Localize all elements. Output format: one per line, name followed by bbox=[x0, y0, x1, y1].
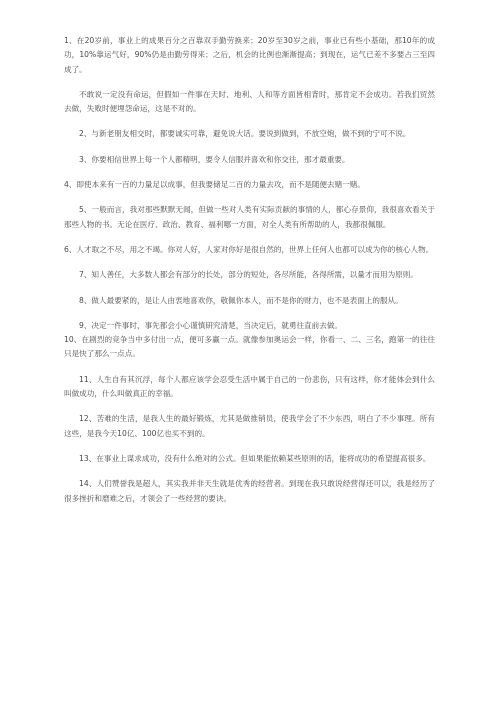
paragraph-14: 14、人们赞誉我是超人，其实我并非天生就是优秀的经营者。到现在我只敢说经营得还可以，我是经历了很多挫折和磨难之后，才领会了一些经营的要诀。 bbox=[64, 479, 435, 503]
document-body bbox=[64, 34, 435, 517]
paragraph-12: 12、苦难的生活，是我人生的最好锻炼，尤其是做推销员，使我学会了不少东西，明白了不少事理。所有这些，是我今天10亿、100亿也买不到的。 bbox=[64, 414, 435, 438]
paragraph-10: 10、在剧烈的竞争当中多付出一点，便可多赢一点。就像参加奥运会一样，你看一、二、三名，跑第一的往往只是快了那么一点点。 bbox=[64, 335, 435, 359]
paragraph-2: 2、与新老朋友相交时，都要诚实可靠，避免说大话。要说到做到，不放空炮，做不到的宁可不说。 bbox=[79, 129, 411, 139]
paragraph-1-continued: 不敢说一定没有命运，但假如一件事在天时、地利、人和等方面皆相背时，那肯定不会成功。若我们贸然去做，失败时便埋怨命运，这是不对的。 bbox=[64, 89, 435, 114]
paragraph-9: 9、决定一件事时，事先都会小心谨慎研究清楚，当决定后，就勇往直前去做。 bbox=[79, 320, 343, 330]
paragraph-4: 4、即使本来有一百的力量足以成事，但我要储足二百的力量去攻，而不是随便去赌一赌。 bbox=[64, 180, 365, 190]
paragraph-5: 5、一般而言，我对那些默默无闻，但做一些对人类有实际贡献的事情的人，都心存景仰，我很喜欢看关于那些人物的书。无论在医疗、政治、教育、福利哪一方面，对全人类有所帮助的人，我都很佩服。 bbox=[64, 205, 435, 229]
paragraph-8: 8、做人最要紧的，是让人由衷地喜欢你，敬佩你本人，而不是你的财力，也不是表面上的服从。 bbox=[79, 295, 403, 305]
paragraph-3: 3、你要相信世界上每一个人都精明，要令人信服并喜欢和你交往，那才最重要。 bbox=[79, 154, 350, 164]
paragraph-6: 6、人才取之不尽，用之不竭。你对人好，人家对你好是很自然的，世界上任何人也都可以成为你的核心人物。 bbox=[64, 244, 434, 254]
paragraph-13: 13、在事业上谋求成功，没有什么绝对的公式。但如果能依赖某些原则的话，能将成功的希望提高很多。 bbox=[79, 453, 431, 463]
paragraph-11: 11、人生自有其沉浮，每个人都应该学会忍受生活中属于自己的一份悲伤，只有这样，你才能体会到什么叫做成功，什么叫做真正的幸福。 bbox=[64, 374, 435, 399]
paragraph-1: 1、在20岁前，事业上的成果百分之百靠双手勤劳换来；20岁至30岁之前，事业已有些小基础，那10年的成功，10%靠运气好，90%仍是由勤劳得来；之后，机会的比例也渐渐提高；到现在，运气已差不多要占三至四成了。 bbox=[64, 36, 435, 74]
paragraph-7: 7、知人善任，大多数人都会有部分的长处，部分的短处，各尽所能，各得所需，以量才而用为原则。 bbox=[79, 270, 418, 280]
